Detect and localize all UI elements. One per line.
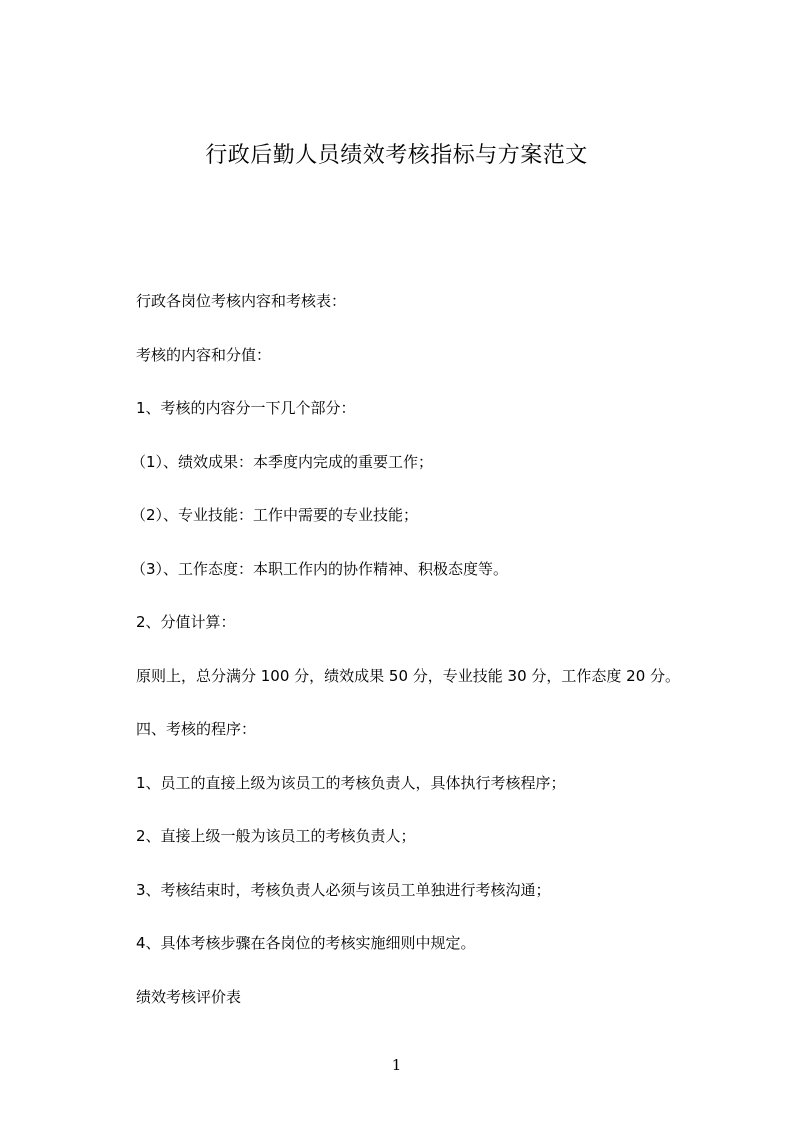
paragraph-line: 考核的内容和分值： [136,345,272,364]
paragraph-line: （1）、绩效成果：本季度内完成的重要工作； [131,452,434,471]
paragraph-line: 1、员工的直接上级为该员工的考核负责人，具体执行考核程序； [136,773,566,792]
paragraph-line: （3）、工作态度：本职工作内的协作精神、积极态度等。 [131,559,509,578]
paragraph-line: （2）、专业技能：工作中需要的专业技能； [131,506,419,524]
paragraph-line: 4、具体考核步骤在各岗位的考核实施细则中规定。 [136,934,476,952]
paragraph-line: 绩效考核评价表 [136,987,242,1006]
paragraph-line: 原则上，总分满分 100 分，绩效成果 50 分，专业技能 30 分，工作态度 20 分。 [136,666,681,685]
paragraph-line: 2、直接上级一般为该员工的考核负责人； [136,827,416,845]
paragraph-line: 2、分值计算： [136,613,236,631]
paragraph-line: 3、考核结束时，考核负责人必须与该员工单独进行考核沟通； [136,880,551,899]
paragraph-line: 1、考核的内容分一下几个部分： [136,399,356,417]
paragraph-line: 行政各岗位考核内容和考核表： [136,292,347,310]
document-title: 行政后勤人员绩效考核指标与方案范文 [205,143,588,168]
page-number: 1 [391,1056,402,1074]
document-body [131,287,736,1036]
paragraph-line: 四、考核的程序： [136,720,257,738]
